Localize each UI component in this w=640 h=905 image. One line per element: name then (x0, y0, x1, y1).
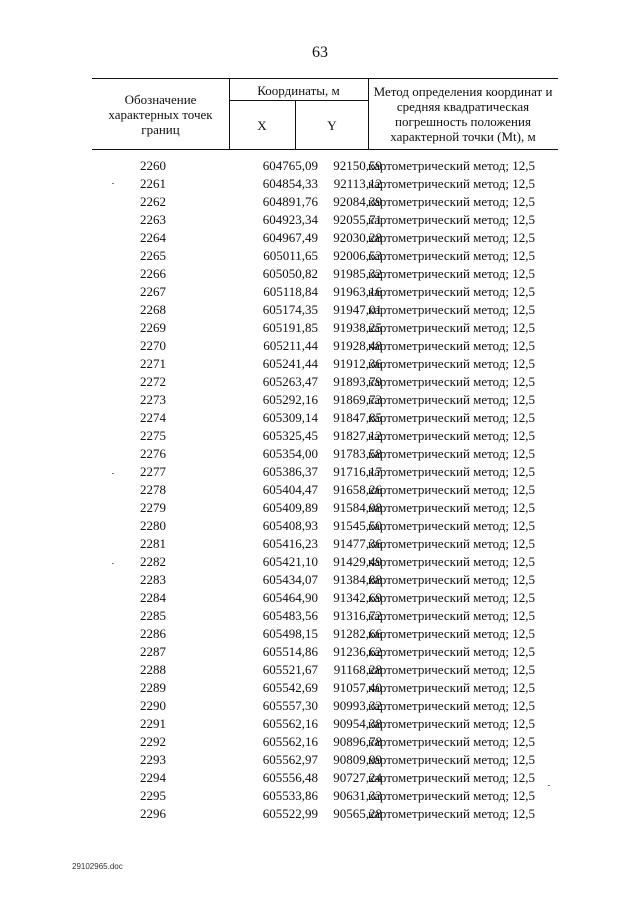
point-id: 2283 (140, 572, 166, 587)
table-header (92, 78, 558, 150)
coord-y: 92150,59 (333, 158, 382, 173)
method-cell: картометрический метод; 12,5 (368, 734, 536, 749)
method-cell: картометрический метод; 12,5 (368, 194, 536, 209)
coord-x: 605464,90 (262, 590, 318, 605)
table-row (92, 409, 558, 427)
coord-x: 605557,30 (262, 698, 318, 713)
method-cell: картометрический метод; 12,5 (368, 644, 536, 659)
table-row (92, 193, 558, 211)
table-row (92, 805, 558, 823)
coord-x: 605408,93 (262, 518, 318, 533)
point-id: 2294 (140, 770, 166, 785)
method-cell: картометрический метод; 12,5 (368, 356, 536, 371)
method-cell: картометрический метод; 12,5 (368, 554, 536, 569)
point-id: 2287 (140, 644, 166, 659)
coord-y: 91827,12 (333, 428, 382, 443)
table-row (92, 427, 558, 445)
table-row (92, 517, 558, 535)
coord-y: 90954,38 (333, 716, 382, 731)
coord-x: 605174,35 (262, 302, 318, 317)
coord-x: 605498,15 (262, 626, 318, 641)
point-id: 2286 (140, 626, 166, 641)
coord-x: 605562,97 (262, 752, 318, 767)
method-cell: картометрический метод; 12,5 (368, 500, 536, 515)
table-row (92, 373, 558, 391)
coord-y: 91938,25 (333, 320, 382, 335)
coord-y: 91658,26 (333, 482, 382, 497)
table-row (92, 301, 558, 319)
table-row (92, 661, 558, 679)
method-cell: картометрический метод; 12,5 (368, 410, 536, 425)
method-cell: картометрический метод; 12,5 (368, 284, 536, 299)
point-id: 2272 (140, 374, 166, 389)
point-id: 2281 (140, 536, 166, 551)
coord-x: 604854,33 (262, 176, 318, 191)
coord-y: 92055,71 (333, 212, 382, 227)
method-cell: картометрический метод; 12,5 (368, 572, 536, 587)
header-method: Метод определения координат и средняя квадратическая погрешность положения характерной точки (Mt), м (373, 84, 553, 144)
coord-y: 92113,12 (333, 176, 382, 191)
point-id: 2269 (140, 320, 166, 335)
scan-mark (112, 183, 114, 184)
point-id: 2270 (140, 338, 166, 353)
coord-x: 605416,23 (262, 536, 318, 551)
point-id: 2261 (140, 176, 166, 191)
table-row (92, 607, 558, 625)
coord-x: 605562,16 (262, 734, 318, 749)
coord-x: 605434,07 (262, 572, 318, 587)
header-point-designation: Обозначение характерных точек границ (108, 91, 213, 137)
method-cell: картометрический метод; 12,5 (368, 248, 536, 263)
coord-y: 91545,50 (333, 518, 382, 533)
header-coordinates: Координаты, м (257, 82, 340, 98)
table-row (92, 337, 558, 355)
point-id: 2290 (140, 698, 166, 713)
method-cell: картометрический метод; 12,5 (368, 536, 536, 551)
coord-y: 90993,32 (333, 698, 382, 713)
point-id: 2284 (140, 590, 166, 605)
coord-x: 605309,14 (262, 410, 318, 425)
point-id: 2280 (140, 518, 166, 533)
header-bottom-rule (92, 149, 558, 150)
coord-y: 91384,88 (333, 572, 382, 587)
coord-y: 91893,79 (333, 374, 382, 389)
point-id: 2277 (140, 464, 166, 479)
header-y: Y (327, 117, 337, 133)
point-id: 2285 (140, 608, 166, 623)
table-row (92, 535, 558, 553)
coord-x: 605514,86 (262, 644, 318, 659)
coord-y: 91928,48 (333, 338, 382, 353)
point-id: 2279 (140, 500, 166, 515)
coord-x: 604923,34 (262, 212, 318, 227)
coord-y: 91342,69 (333, 590, 382, 605)
table-row (92, 499, 558, 517)
coord-y: 90565,28 (333, 806, 382, 821)
method-cell: картометрический метод; 12,5 (368, 788, 536, 803)
coord-x: 605483,56 (262, 608, 318, 623)
coord-x: 605556,48 (262, 770, 318, 785)
table-row (92, 787, 558, 805)
coord-x: 605522,99 (262, 806, 318, 821)
coord-y: 91985,32 (333, 266, 382, 281)
table-body (92, 157, 558, 823)
method-cell: картометрический метод; 12,5 (368, 482, 536, 497)
method-cell: картометрический метод; 12,5 (368, 446, 536, 461)
method-cell: картометрический метод; 12,5 (368, 464, 536, 479)
coord-x: 605325,45 (262, 428, 318, 443)
method-cell: картометрический метод; 12,5 (368, 176, 536, 191)
point-id: 2274 (140, 410, 166, 425)
coord-y: 91236,62 (333, 644, 382, 659)
scan-mark (548, 785, 550, 786)
table-row (92, 175, 558, 193)
coord-x: 605011,65 (263, 248, 318, 263)
point-id: 2260 (140, 158, 166, 173)
table-row (92, 679, 558, 697)
coord-y: 91847,85 (333, 410, 382, 425)
method-cell: картометрический метод; 12,5 (368, 518, 536, 533)
point-id: 2263 (140, 212, 166, 227)
method-cell: картометрический метод; 12,5 (368, 266, 536, 281)
coord-y: 90631,33 (333, 788, 382, 803)
coord-y: 90727,24 (333, 770, 382, 785)
point-id: 2266 (140, 266, 166, 281)
method-cell: картометрический метод; 12,5 (368, 392, 536, 407)
point-id: 2273 (140, 392, 166, 407)
method-cell: картометрический метод; 12,5 (368, 158, 536, 173)
coord-x: 605191,85 (262, 320, 318, 335)
coord-y: 91947,01 (333, 302, 382, 317)
table-row (92, 769, 558, 787)
coord-x: 605386,37 (262, 464, 318, 479)
table-row (92, 229, 558, 247)
method-cell: картометрический метод; 12,5 (368, 212, 536, 227)
coord-x: 605354,00 (262, 446, 318, 461)
method-cell: картометрический метод; 12,5 (368, 428, 536, 443)
table-row (92, 211, 558, 229)
coord-x: 605404,47 (262, 482, 318, 497)
page-number: 63 (312, 44, 328, 61)
coord-y: 91912,36 (333, 356, 382, 371)
point-id: 2264 (140, 230, 166, 245)
table-row (92, 733, 558, 751)
point-id: 2288 (140, 662, 166, 677)
coord-y: 91316,72 (333, 608, 382, 623)
method-cell: картометрический метод; 12,5 (368, 662, 536, 677)
table-row (92, 715, 558, 733)
method-cell: картометрический метод; 12,5 (368, 680, 536, 695)
coord-y: 91963,16 (333, 284, 382, 299)
coord-x: 605211,44 (263, 338, 318, 353)
point-id: 2293 (140, 752, 166, 767)
method-cell: картометрический метод; 12,5 (368, 770, 536, 785)
coord-x: 605562,16 (262, 716, 318, 731)
point-id: 2271 (140, 356, 166, 371)
coord-x: 604765,09 (262, 158, 318, 173)
coord-x: 605521,67 (262, 662, 318, 677)
coord-y: 90809,99 (333, 752, 382, 767)
method-cell: картометрический метод; 12,5 (368, 230, 536, 245)
method-cell: картометрический метод; 12,5 (368, 626, 536, 641)
table-row (92, 355, 558, 373)
scan-mark (112, 563, 114, 564)
point-id: 2276 (140, 446, 166, 461)
point-id: 2295 (140, 788, 166, 803)
coord-x: 605542,69 (262, 680, 318, 695)
method-cell: картометрический метод; 12,5 (368, 590, 536, 605)
coord-x: 605050,82 (262, 266, 318, 281)
coord-y: 91168,28 (333, 662, 382, 677)
coord-y: 91057,40 (333, 680, 382, 695)
coord-x: 605292,16 (262, 392, 318, 407)
coord-y: 92006,53 (333, 248, 382, 263)
scan-mark (112, 473, 114, 474)
method-cell: картометрический метод; 12,5 (368, 716, 536, 731)
coord-y: 91429,49 (333, 554, 382, 569)
method-cell: картометрический метод; 12,5 (368, 374, 536, 389)
point-id: 2275 (140, 428, 166, 443)
point-id: 2296 (140, 806, 166, 821)
table-row (92, 589, 558, 607)
coord-x: 605118,84 (263, 284, 318, 299)
coord-x: 605421,10 (262, 554, 318, 569)
header-x: X (257, 117, 267, 133)
coord-y: 91584,98 (333, 500, 382, 515)
table-row (92, 247, 558, 265)
point-id: 2262 (140, 194, 166, 209)
coord-x: 605263,47 (262, 374, 318, 389)
method-cell: картометрический метод; 12,5 (368, 608, 536, 623)
table-row (92, 697, 558, 715)
method-cell: картометрический метод; 12,5 (368, 338, 536, 353)
coord-x: 605409,89 (262, 500, 318, 515)
point-id: 2291 (140, 716, 166, 731)
coord-y: 91282,66 (333, 626, 382, 641)
table-row (92, 553, 558, 571)
coord-y: 91716,17 (333, 464, 382, 479)
coord-y: 91869,73 (333, 392, 382, 407)
method-cell: картометрический метод; 12,5 (368, 302, 536, 317)
header-top-rule (92, 78, 558, 79)
point-id: 2268 (140, 302, 166, 317)
table-row (92, 157, 558, 175)
coord-x: 604891,76 (262, 194, 318, 209)
point-id: 2265 (140, 248, 166, 263)
coord-x: 604967,49 (262, 230, 318, 245)
table-row (92, 625, 558, 643)
table-row (92, 391, 558, 409)
point-id: 2292 (140, 734, 166, 749)
method-cell: картометрический метод; 12,5 (368, 698, 536, 713)
coord-x: 605533,86 (262, 788, 318, 803)
coord-x: 605241,44 (262, 356, 318, 371)
table-row (92, 463, 558, 481)
coord-y: 91477,36 (333, 536, 382, 551)
table-row (92, 319, 558, 337)
table-row (92, 283, 558, 301)
table-row (92, 445, 558, 463)
method-cell: картометрический метод; 12,5 (368, 752, 536, 767)
table-row (92, 481, 558, 499)
coord-y: 90896,78 (333, 734, 382, 749)
coord-y: 92030,28 (333, 230, 382, 245)
document-filename: 29102965.doc (72, 862, 123, 871)
point-id: 2289 (140, 680, 166, 695)
table-row (92, 571, 558, 589)
point-id: 2278 (140, 482, 166, 497)
table-row (92, 265, 558, 283)
table-row (92, 751, 558, 769)
table-row (92, 643, 558, 661)
header-divider-2 (368, 78, 369, 150)
point-id: 2282 (140, 554, 166, 569)
coord-y: 91783,58 (333, 446, 382, 461)
coord-y: 92084,39 (333, 194, 382, 209)
method-cell: картометрический метод; 12,5 (368, 806, 536, 821)
point-id: 2267 (140, 284, 166, 299)
method-cell: картометрический метод; 12,5 (368, 320, 536, 335)
